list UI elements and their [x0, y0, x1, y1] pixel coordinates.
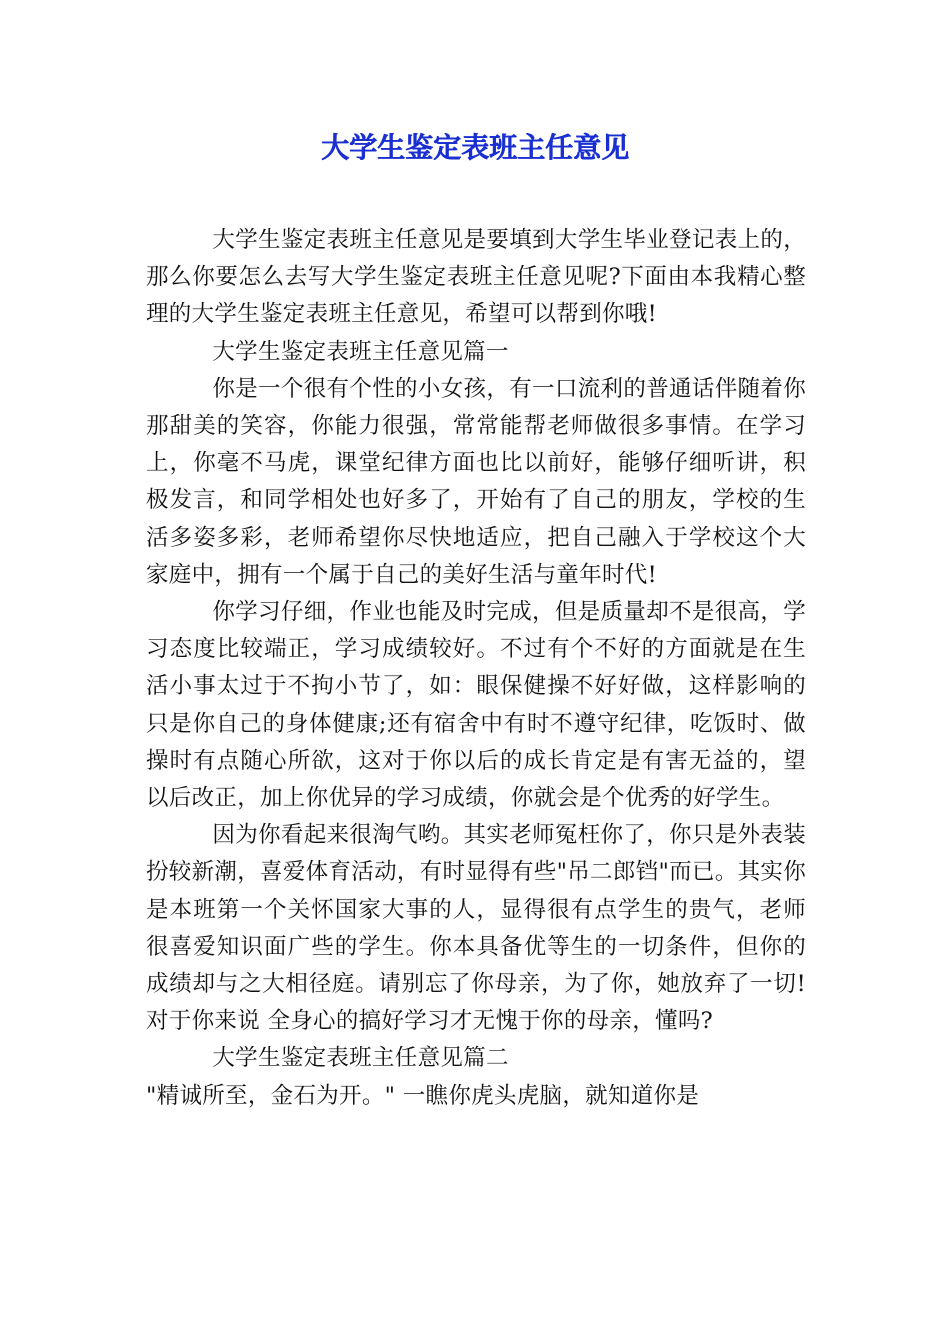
body-paragraph-1: 你是一个很有个性的小女孩，有一口流利的普通话伴随着你那甜美的笑容，你能力很强，常常能帮老师做很多事情。在学习上，你毫不马虎，课堂纪律方面也比以前好，能够仔细听讲，积极发言，和同学相处也好多了，开始有了自己的朋友，学校的生活多姿多彩，老师希望你尽快地适应，把自己融入于学校这个大家庭中，拥有一个属于自己的美好生活与童年时代!	[146, 375, 806, 588]
body-paragraph-2: 你学习仔细，作业也能及时完成，但是质量却不是很高，学习态度比较端正，学习成绩较好。不过有个不好的方面就是在生活小事太过于不拘小节了，如：眼保健操不好好做，这样影响的只是你自己的身体健康;还有宿舍中有时不遵守纪律，吃饭时、做操时有点随心所欲，这对于你以后的成长肯定是有害无益的，望以后改正，加上你优异的学习成绩，你就会是个优秀的好学生。	[146, 599, 806, 812]
body-paragraph-4: "精诚所至，金石为开。" 一瞧你虎头虎脑，就知道你是	[146, 1082, 700, 1109]
document-body	[146, 222, 806, 1115]
body-paragraph-3: 因为你看起来很淘气哟。其实老师冤枉你了，你只是外表装扮较新潮，喜爱体育活动，有时显得有些"吊二郎铛"而已。其实你是本班第一个关怀国家大事的人，显得很有点学生的贵气，老师很喜爱知识面广些的学生。你本具备优等生的一切条件，但你的成绩却与之大相径庭。请别忘了你母亲，为了你，她放弃了一切!对于你来说 全身心的搞好学习才无愧于你的母亲，懂吗?	[146, 822, 806, 1035]
section-heading-2: 大学生鉴定表班主任意见篇二	[212, 1045, 509, 1072]
section-heading-1: 大学生鉴定表班主任意见篇一	[212, 338, 509, 365]
page-title: 大学生鉴定表班主任意见	[320, 131, 629, 164]
intro-paragraph: 大学生鉴定表班主任意见是要填到大学生毕业登记表上的，那么你要怎么去写大学生鉴定表班主任意见呢?下面由本我精心整理的大学生鉴定表班主任意见，希望可以帮到你哦!	[146, 227, 806, 328]
